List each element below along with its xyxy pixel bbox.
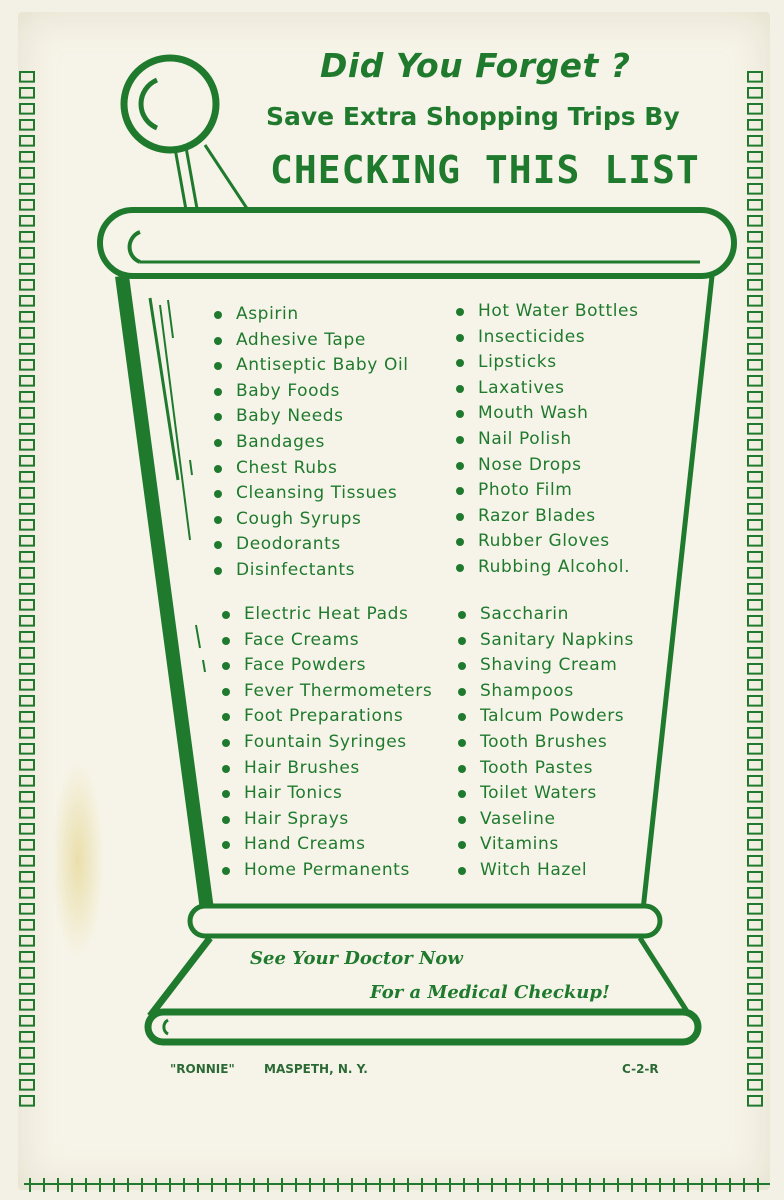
list-right-bottom <box>458 602 634 884</box>
list-item: Tooth Pastes <box>458 756 634 782</box>
list-item: Deodorants <box>214 532 409 558</box>
footer-line-2: For a Medical Checkup! <box>370 982 610 1003</box>
list-item: Face Powders <box>222 653 432 679</box>
page-subtitle: Save Extra Shopping Trips By <box>266 102 680 131</box>
footer-line-1: See Your Doctor Now <box>250 948 463 969</box>
list-item: Nose Drops <box>456 453 639 479</box>
list-item: Fever Thermometers <box>222 679 432 705</box>
list-item: Shampoos <box>458 679 634 705</box>
list-item: Photo Film <box>456 478 639 504</box>
list-item: Lipsticks <box>456 350 639 376</box>
list-item: Tooth Brushes <box>458 730 634 756</box>
list-item: Insecticides <box>456 325 639 351</box>
list-item: Home Permanents <box>222 858 432 884</box>
mortar-rim <box>100 210 734 276</box>
list-item: Toilet Waters <box>458 781 634 807</box>
list-item: Rubber Gloves <box>456 529 639 555</box>
list-item: Razor Blades <box>456 504 639 530</box>
list-item: Hand Creams <box>222 832 432 858</box>
list-item: Hot Water Bottles <box>456 299 639 325</box>
list-item: Sanitary Napkins <box>458 628 634 654</box>
list-item: Rubbing Alcohol. <box>456 555 639 581</box>
list-item: Cleansing Tissues <box>214 481 409 507</box>
list-item: Hair Tonics <box>222 781 432 807</box>
imprint-brand: "RONNIE" <box>170 1062 235 1076</box>
list-item: Hair Brushes <box>222 756 432 782</box>
list-item: Electric Heat Pads <box>222 602 432 628</box>
list-item: Witch Hazel <box>458 858 634 884</box>
mortar-base <box>148 906 698 1042</box>
list-item: Hair Sprays <box>222 807 432 833</box>
list-item: Baby Foods <box>214 379 409 405</box>
list-item: Shaving Cream <box>458 653 634 679</box>
page-title: Did You Forget ? <box>320 46 631 85</box>
list-item: Chest Rubs <box>214 456 409 482</box>
pestle-icon <box>124 58 248 212</box>
list-left-top <box>214 302 409 584</box>
list-item: Adhesive Tape <box>214 328 409 354</box>
list-item: Talcum Powders <box>458 704 634 730</box>
list-item: Cough Syrups <box>214 507 409 533</box>
imprint-location: MASPETH, N. Y. <box>264 1062 368 1076</box>
list-item: Fountain Syringes <box>222 730 432 756</box>
list-item: Disinfectants <box>214 558 409 584</box>
list-item: Foot Preparations <box>222 704 432 730</box>
list-item: Laxatives <box>456 376 639 402</box>
list-item: Face Creams <box>222 628 432 654</box>
list-right-top <box>456 299 639 581</box>
list-left-bottom <box>222 602 432 884</box>
imprint-code: C-2-R <box>622 1062 659 1076</box>
list-item: Bandages <box>214 430 409 456</box>
list-item: Nail Polish <box>456 427 639 453</box>
list-item: Mouth Wash <box>456 401 639 427</box>
list-item: Vaseline <box>458 807 634 833</box>
list-item: Aspirin <box>214 302 409 328</box>
list-item: Saccharin <box>458 602 634 628</box>
list-item: Baby Needs <box>214 404 409 430</box>
list-item: Vitamins <box>458 832 634 858</box>
list-item: Antiseptic Baby Oil <box>214 353 409 379</box>
page-headline: CHECKING THIS LIST <box>270 148 700 192</box>
